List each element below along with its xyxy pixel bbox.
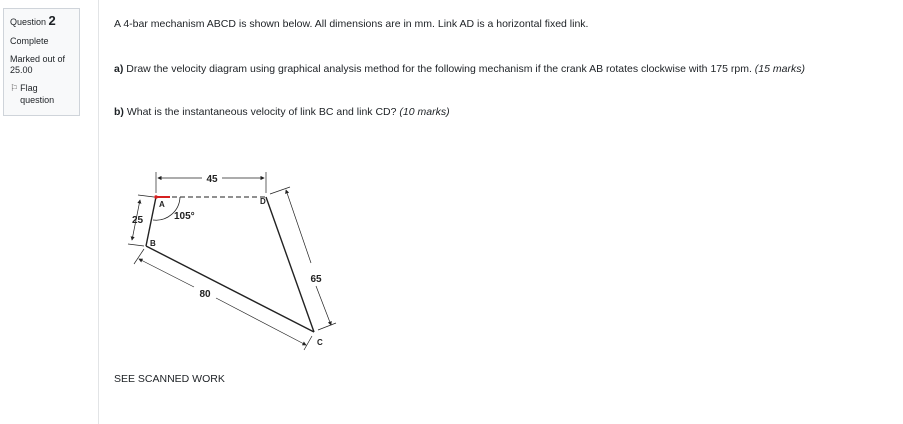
- question-title: [10, 13, 73, 30]
- flag-question-link[interactable]: [10, 83, 73, 106]
- part-b-text: What is the instantaneous velocity of link BC and link CD?: [123, 106, 400, 118]
- part-a-marks: (15 marks): [754, 63, 805, 75]
- answer-text: SEE SCANNED WORK: [114, 373, 225, 385]
- dim-ab-ext-bottom: [128, 244, 144, 246]
- question-status: Complete: [10, 35, 49, 46]
- joint-b-label: B: [150, 239, 156, 248]
- question-label: Question: [10, 17, 47, 27]
- flag-icon: ⚐: [10, 82, 19, 93]
- dim-bc-line-left: [139, 259, 194, 287]
- question-number: 2: [48, 13, 56, 28]
- marked-out-of-label: Marked out of: [10, 53, 66, 64]
- joint-d-label: D: [260, 197, 266, 206]
- dim-ab-ext-top: [138, 195, 154, 197]
- dim-cd-ext-c: [318, 323, 336, 330]
- part-a-prefix: a): [114, 63, 124, 75]
- mechanism-diagram: [118, 160, 348, 360]
- dim-cd-line-bottom: [316, 286, 331, 325]
- content-divider: [98, 0, 99, 424]
- angle-label: 105°: [174, 211, 195, 222]
- dim-cd-line-top: [286, 190, 311, 263]
- part-a-text: Draw the velocity diagram using graphical analysis method for the following mechanism if the crank AB rotates clockwise with 175 rpm.: [123, 63, 755, 75]
- dim-bc-label: 80: [199, 289, 211, 300]
- pivot-a: [154, 195, 158, 199]
- question-part-a: [114, 63, 805, 75]
- dim-cd-label: 65: [310, 274, 322, 285]
- dim-ab-label: 25: [132, 215, 144, 226]
- dim-bc-ext-b: [134, 249, 144, 264]
- link-bc: [146, 246, 314, 332]
- question-info-panel: [3, 8, 80, 116]
- joint-a-label: A: [159, 200, 165, 209]
- question-intro: A 4-bar mechanism ABCD is shown below. All dimensions are in mm. Link AD is a horizontal fixed link.: [114, 18, 589, 30]
- part-b-marks: (10 marks): [399, 106, 450, 118]
- dim-bc-ext-c: [304, 336, 312, 350]
- dim-ad-label: 45: [206, 174, 218, 185]
- part-b-prefix: b): [114, 106, 124, 118]
- marked-out-of-value: 25.00: [10, 65, 33, 76]
- question-part-b: [114, 106, 450, 118]
- joint-c-label: C: [317, 338, 323, 347]
- flag-question-label: Flag question: [20, 82, 55, 105]
